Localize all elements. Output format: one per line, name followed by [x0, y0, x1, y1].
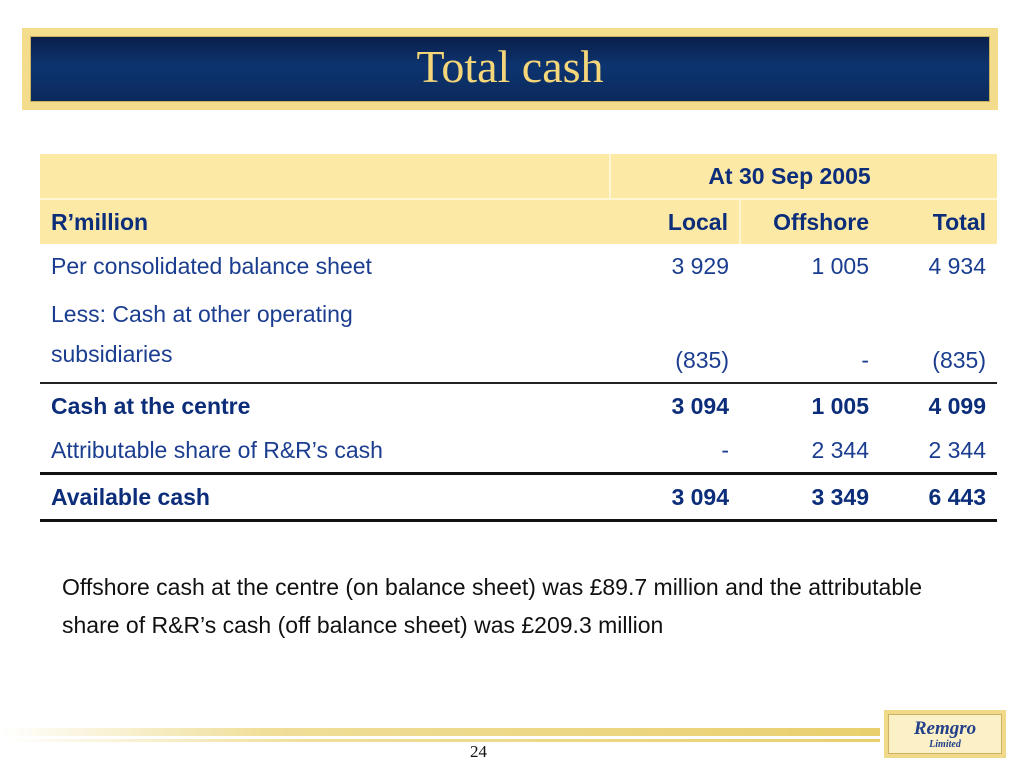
remgro-logo [884, 710, 1006, 758]
cell-local: - [721, 436, 729, 463]
cell-offshore: 2 344 [811, 436, 869, 463]
table-header-period-row [40, 154, 997, 199]
title-bar [30, 36, 990, 102]
slide-title: Total cash [416, 40, 604, 92]
cell-offshore: 3 349 [740, 474, 880, 521]
cell-total: 4 934 [928, 252, 986, 279]
table-row [40, 428, 997, 474]
logo-name: Remgro [913, 718, 977, 739]
footnote-text: Offshore cash at the centre (on balance sheet) was £89.7 million and the attributable share of R&R’s cash (off balance sheet) was £209.3 million [62, 574, 923, 638]
cell-total: (835) [932, 347, 986, 373]
cell-total: 4 099 [880, 383, 997, 428]
row-label: Attributable share of R&R’s cash [51, 436, 383, 463]
column-header-offshore: Offshore [740, 199, 880, 244]
period-header: At 30 Sep 2005 [610, 154, 997, 199]
table-header-row [40, 199, 997, 244]
logo-subtitle: Limited [929, 739, 961, 750]
cell-local: (835) [675, 347, 729, 373]
cell-offshore: 1 005 [811, 252, 869, 279]
cell-offshore: 1 005 [740, 383, 880, 428]
row-label-line1: Less: Cash at other operating [51, 301, 353, 327]
table-row [40, 474, 997, 521]
cell-offshore: - [861, 347, 869, 373]
footer-divider-thin [0, 739, 880, 742]
footer-divider [0, 728, 880, 736]
cell-total: 2 344 [928, 436, 986, 463]
row-label-line2: subsidiaries [51, 341, 173, 367]
title-banner [22, 28, 998, 110]
table-row [40, 244, 997, 288]
unit-label: R’million [40, 199, 610, 244]
row-label: Per consolidated balance sheet [51, 252, 372, 279]
table-row [40, 383, 997, 428]
cash-table [40, 154, 997, 522]
row-label: Cash at the centre [40, 383, 610, 428]
cell-total: 6 443 [880, 474, 997, 521]
cell-local: 3 929 [671, 252, 729, 279]
row-label: Available cash [40, 474, 610, 521]
cell-local: 3 094 [610, 383, 740, 428]
table-row [40, 288, 997, 383]
row-label [40, 288, 610, 383]
column-header-local: Local [610, 199, 740, 244]
column-header-total: Total [880, 199, 997, 244]
cell-local: 3 094 [610, 474, 740, 521]
page-number: 24 [470, 742, 487, 761]
